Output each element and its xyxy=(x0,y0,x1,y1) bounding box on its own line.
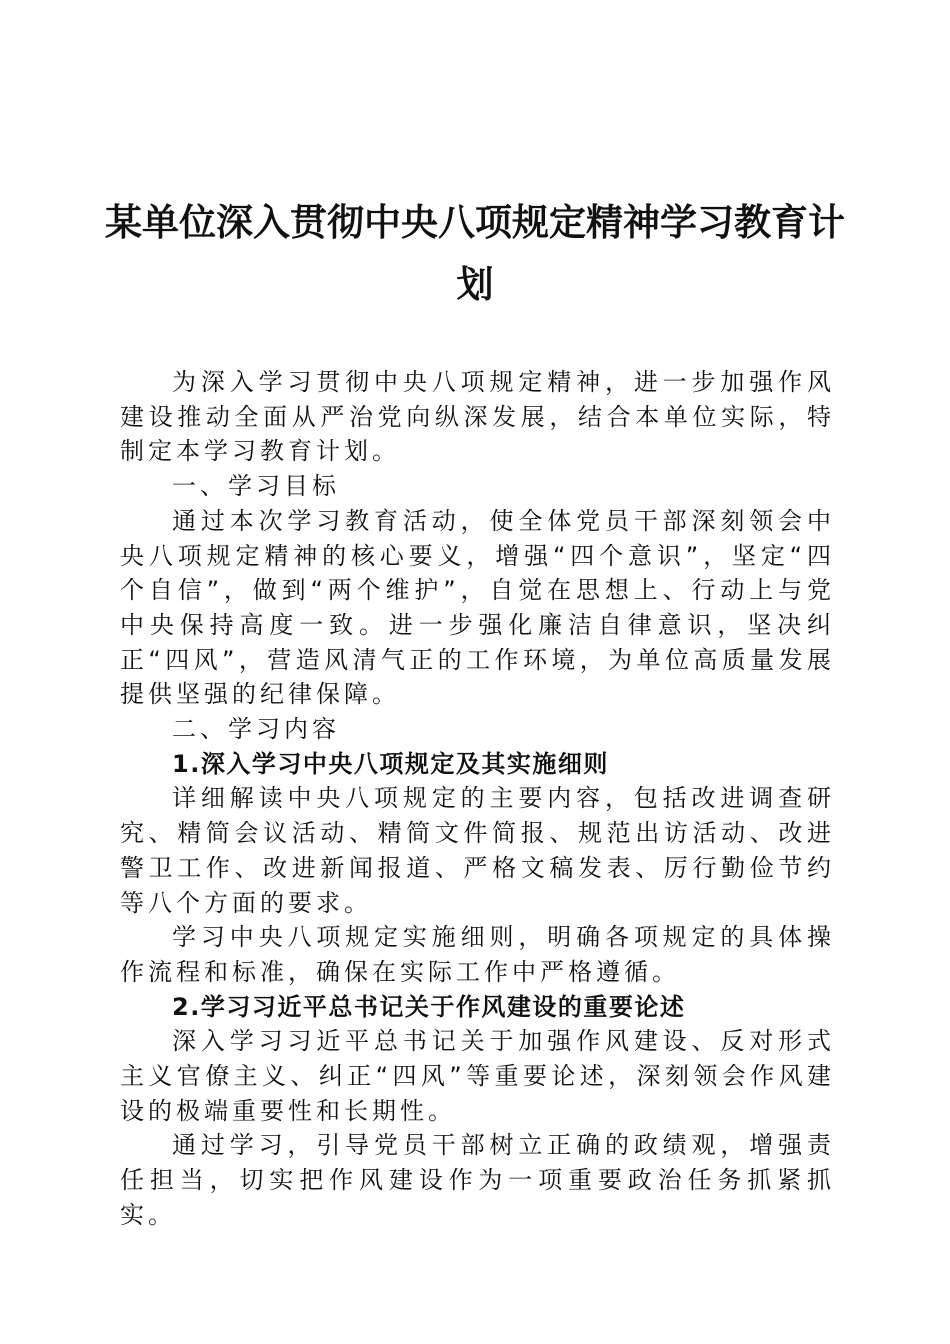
goals-paragraph: 通过本次学习教育活动，使全体党员干部深刻领会中央八项规定精神的核心要义，增强“四个意识”，坚定“四个自信”，做到“两个维护”，自觉在思想上、行动上与党中央保持高度一致。进一步强化廉洁自律意识，坚决纠正“四风”，营造风清气正的工作环境，为单位高质量发展提供坚强的纪律保障。 xyxy=(120,506,835,709)
subheading-work-style: 2.学习习近平总书记关于作风建设的重要论述 xyxy=(172,992,686,1021)
implementation-paragraph: 学习中央八项规定实施细则，明确各项规定的具体操作流程和标准，确保在实际工作中严格遵循。 xyxy=(120,923,835,986)
document-body xyxy=(120,365,835,1233)
subheading-eight-rules: 1.深入学习中央八项规定及其实施细则 xyxy=(172,749,609,778)
guidance-paragraph: 通过学习，引导党员干部树立正确的政绩观，增强责任担当，切实把作风建设作为一项重要政治任务抓紧抓实。 xyxy=(120,1131,835,1229)
document-title-line-2: 划 xyxy=(456,262,494,306)
document-title-line-1: 某单位深入贯彻中央八项规定精神学习教育计 xyxy=(105,200,845,244)
eight-rules-paragraph: 详细解读中央八项规定的主要内容，包括改进调查研究、精简会议活动、精简文件简报、规范出访活动、改进警卫工作、改进新闻报道、严格文稿发表、厉行勤俭节约等八个方面的要求。 xyxy=(120,784,835,917)
section-heading-content: 二、学习内容 xyxy=(172,715,340,744)
work-style-paragraph: 深入学习习近平总书记关于加强作风建设、反对形式主义官僚主义、纠正“四风”等重要论述，深刻领会作风建设的极端重要性和长期性。 xyxy=(120,1027,835,1125)
intro-paragraph: 为深入学习贯彻中央八项规定精神，进一步加强作风建设推动全面从严治党向纵深发展，结合本单位实际，特制定本学习教育计划。 xyxy=(120,368,835,466)
section-heading-goals: 一、学习目标 xyxy=(172,472,340,501)
